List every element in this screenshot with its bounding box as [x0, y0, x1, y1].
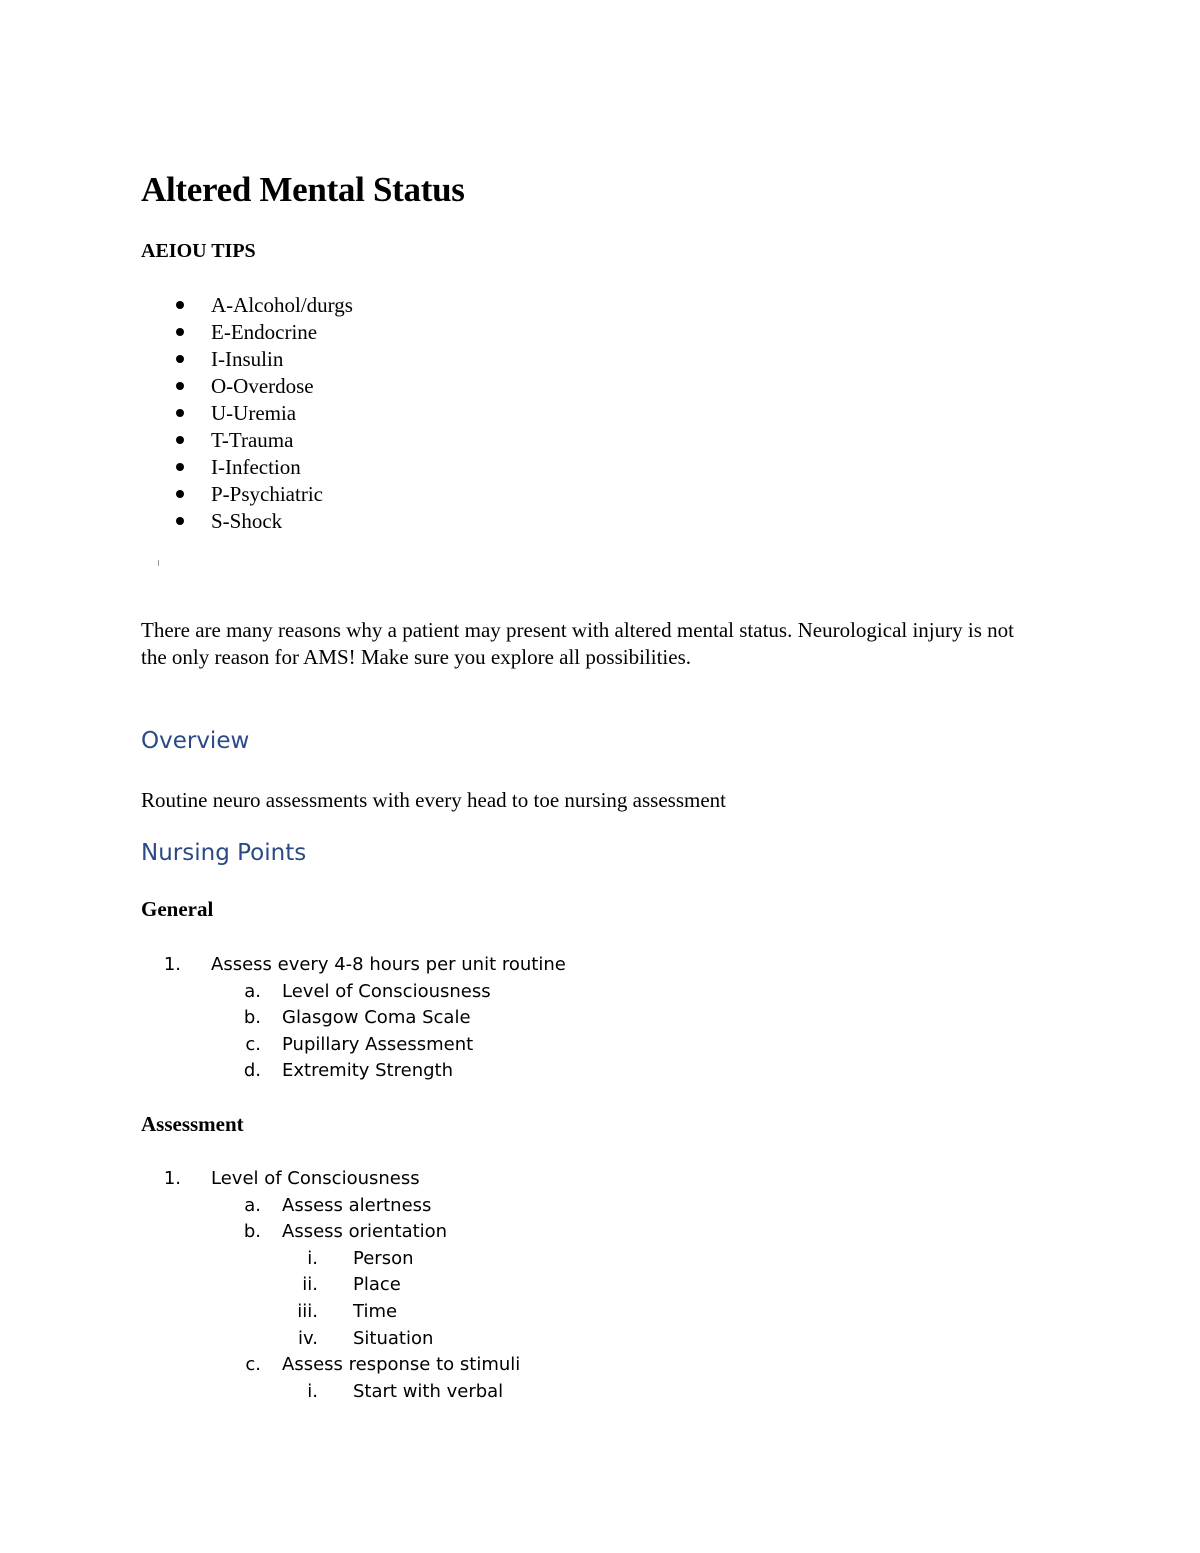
- list-marker: a.: [244, 1194, 261, 1216]
- list-item-text: Assess every 4-8 hours per unit routine: [211, 954, 566, 975]
- list-item: T-Trauma: [141, 427, 353, 454]
- general-heading: General: [141, 897, 214, 921]
- list-marker: b.: [243, 1007, 261, 1029]
- list-marker: ii.: [302, 1274, 318, 1296]
- list-marker: 1.: [163, 1168, 181, 1189]
- list-item-text: Extremity Strength: [282, 1060, 453, 1082]
- list-marker: iv.: [298, 1327, 318, 1349]
- list-marker: i.: [307, 1247, 318, 1269]
- list-item: I-Insulin: [141, 346, 353, 373]
- list-item-text: Time: [353, 1300, 398, 1322]
- list-marker: i.: [307, 1380, 318, 1402]
- list-marker: c.: [245, 1033, 261, 1055]
- page-title: Altered Mental Status: [141, 170, 465, 209]
- assessment-heading: Assessment: [141, 1112, 244, 1136]
- bullet-icon: [176, 328, 184, 336]
- list-marker: 1.: [163, 954, 181, 975]
- list-marker: a.: [244, 980, 261, 1002]
- list-item: A-Alcohol/durgs: [141, 292, 353, 319]
- list-item-text: Place: [353, 1274, 401, 1296]
- list-marker: c.: [245, 1354, 261, 1376]
- bullet-icon: [176, 463, 184, 471]
- list-item: O-Overdose: [141, 373, 353, 400]
- overview-text: Routine neuro assessments with every head to toe nursing assessment: [141, 788, 726, 812]
- overview-heading: Overview: [141, 728, 250, 754]
- list-item-text: Start with verbal: [353, 1380, 504, 1402]
- list-item-text: Person: [353, 1247, 414, 1269]
- bullet-icon: [176, 301, 184, 309]
- list-item: E-Endocrine: [141, 319, 353, 346]
- list-marker: d.: [243, 1060, 261, 1082]
- document-page: [141, 0, 1021, 1553]
- list-item: U-Uremia: [141, 400, 353, 427]
- list-item: S-Shock: [141, 508, 353, 535]
- list-item: P-Psychiatric: [141, 481, 353, 508]
- list-marker: iii.: [297, 1300, 318, 1322]
- bullet-icon: [176, 355, 184, 363]
- aeiou-subtitle: AEIOU TIPS: [141, 240, 256, 262]
- list-item-text: Level of Consciousness: [282, 980, 491, 1002]
- bullet-icon: [176, 490, 184, 498]
- intro-paragraph: There are many reasons why a patient may present with altered mental status. Neurological injury is not the only reason for AMS! Make sure you explore all possibilities.: [141, 618, 1014, 669]
- list-item-text: Level of Consciousness: [211, 1168, 420, 1189]
- list-item-text: Glasgow Coma Scale: [282, 1007, 471, 1029]
- bullet-icon: [176, 382, 184, 390]
- list-marker: b.: [243, 1221, 261, 1243]
- list-item-text: Assess orientation: [282, 1221, 448, 1243]
- list-item-text: Situation: [353, 1327, 434, 1349]
- list-item-text: Assess response to stimuli: [282, 1354, 521, 1376]
- bullet-icon: [176, 517, 184, 525]
- bullet-icon: [176, 409, 184, 417]
- list-item: I-Infection: [141, 454, 353, 481]
- bullet-icon: [176, 436, 184, 444]
- aeiou-tips-list: [141, 292, 353, 535]
- empty-list-marker: [158, 560, 159, 566]
- nursing-points-heading: Nursing Points: [141, 840, 307, 866]
- list-item-text: Assess alertness: [282, 1194, 432, 1216]
- list-item-text: Pupillary Assessment: [282, 1033, 474, 1055]
